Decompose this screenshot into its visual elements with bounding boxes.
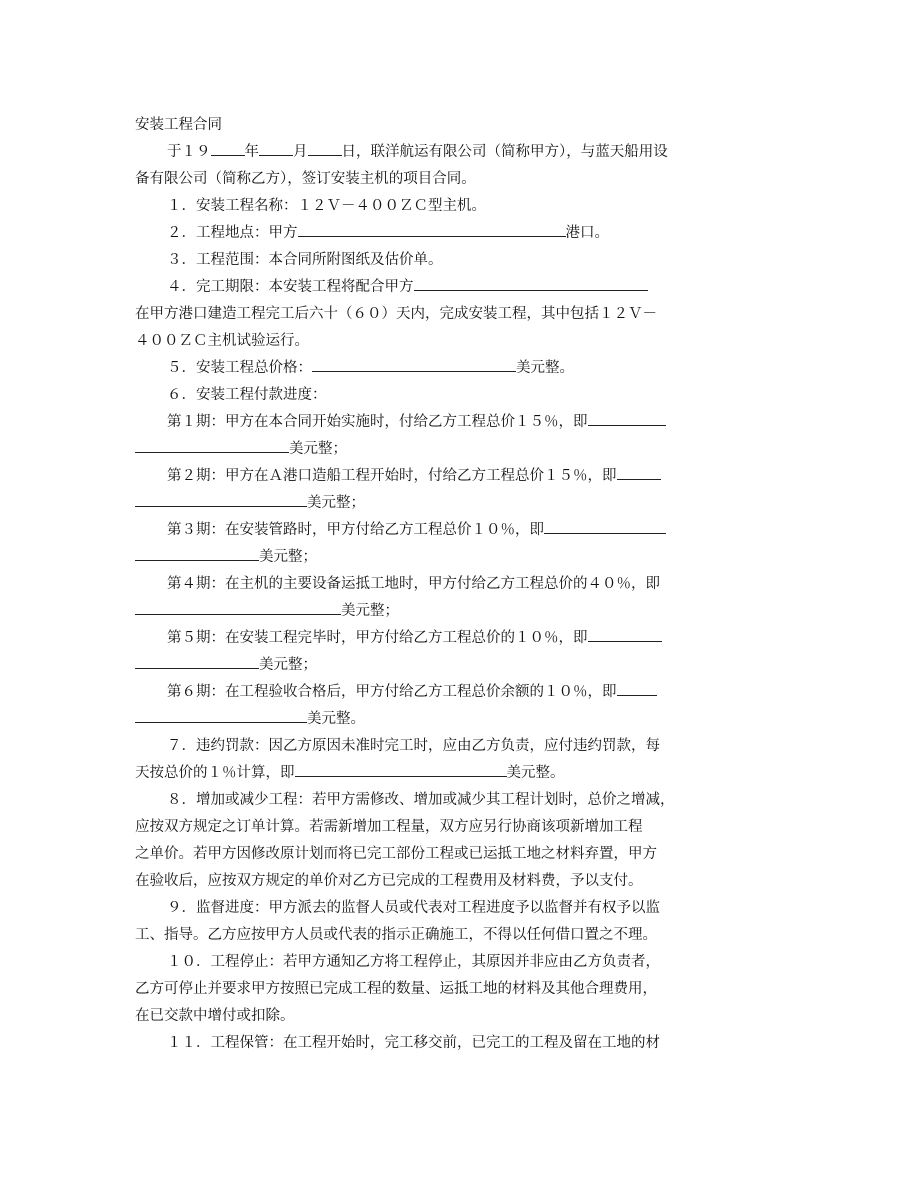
- clause-text: 美元整。: [516, 360, 574, 376]
- payment-1: [135, 409, 707, 436]
- clause-text: 港口。: [565, 225, 609, 241]
- clause-5: [135, 355, 707, 382]
- payment-text: 美元整；: [259, 657, 317, 673]
- payment-text: 第５期：在安装工程完毕时，甲方付给乙方工程总价的１０％，即: [167, 630, 588, 646]
- payment-6-line-2: [135, 706, 707, 733]
- clause-text: 天按总价的１％计算，即: [135, 765, 295, 781]
- clause-4: [135, 274, 707, 301]
- clause-7-line-2: [135, 760, 707, 787]
- clause-3: ３．工程范围：本合同所附图纸及估价单。: [167, 252, 443, 268]
- payment-text: 美元整。: [307, 711, 365, 727]
- year-blank[interactable]: [211, 140, 245, 156]
- payment-5: [135, 625, 707, 652]
- clause-10: １０．工程停止：若甲方通知乙方将工程停止，其原因并非应由乙方负责者，: [167, 954, 660, 970]
- port-blank[interactable]: [298, 221, 566, 237]
- intro-text: 月: [293, 144, 308, 160]
- clause-8-line-3: 之单价。若甲方因修改原计划而将已完工部份工程或已运抵工地之材料弃置，甲方: [135, 846, 657, 862]
- payment-5-blank[interactable]: [588, 626, 662, 642]
- clause-9: ９．监督进度：甲方派去的监督人员或代表对工程进度予以监督并有权予以监: [167, 900, 660, 916]
- project-blank[interactable]: [414, 275, 648, 291]
- intro-line-2: 备有限公司（简称乙方），签订安装主机的项目合同。: [135, 171, 476, 187]
- payment-3-amount-blank[interactable]: [135, 545, 259, 561]
- clause-8-line-2: 应按双方规定之订单计算。若需新增加工程量，双方应另行协商该项新增加工程: [135, 819, 643, 835]
- penalty-blank[interactable]: [295, 761, 507, 777]
- clause-4-line-2: 在甲方港口建造工程完工后六十（６０）天内，完成安装工程，其中包括１２Ｖ－: [135, 306, 657, 322]
- payment-text: 美元整；: [307, 495, 365, 511]
- document-title: 安装工程合同: [135, 117, 222, 133]
- clause-7: ７．违约罚款：因乙方原因未准时完工时，应由乙方负责，应付违约罚款，每: [167, 738, 660, 754]
- month-blank[interactable]: [259, 140, 293, 156]
- payment-2-blank[interactable]: [617, 464, 661, 480]
- payment-1-amount-blank[interactable]: [135, 437, 289, 453]
- clause-8-line-4: 在验收后，应按双方规定的单价对乙方已完成的工程费用及材料费，予以支付。: [135, 873, 643, 889]
- clause-4-line-3: ４００ＺＣ主机试验运行。: [135, 333, 309, 349]
- clause-9-line-2: 工、指导。乙方应按甲方人员或代表的指示正确施工，不得以任何借口置之不理。: [135, 927, 657, 943]
- payment-6: [135, 679, 707, 706]
- payment-4-amount-blank[interactable]: [135, 599, 341, 615]
- payment-3-line-2: [135, 544, 707, 571]
- intro-text: 日，联洋航运有限公司（简称甲方），与蓝天船用设: [341, 144, 668, 160]
- clause-text: ４．完工期限：本安装工程将配合甲方: [167, 279, 414, 295]
- payment-text: 美元整；: [259, 549, 317, 565]
- intro-text: 于１９: [167, 144, 211, 160]
- payment-4: [135, 571, 707, 598]
- intro-text: 年: [244, 144, 259, 160]
- payment-text: 美元整；: [289, 441, 347, 457]
- payment-text: 第６期：在工程验收合格后，甲方付给乙方工程总价余额的１０％，即: [167, 684, 617, 700]
- payment-3: [135, 517, 707, 544]
- payment-6-blank[interactable]: [617, 680, 657, 696]
- payment-text: 美元整；: [341, 603, 399, 619]
- payment-4-line-2: [135, 598, 707, 625]
- clause-6: ６．安装工程付款进度：: [167, 387, 327, 403]
- total-price-blank[interactable]: [312, 356, 516, 372]
- clause-text: 美元整。: [506, 765, 565, 781]
- clause-text: ５．安装工程总价格：: [167, 360, 312, 376]
- payment-1-line-2: [135, 436, 707, 463]
- payment-text: 第１期：甲方在本合同开始实施时，付给乙方工程总价１５％，即: [167, 414, 588, 430]
- payment-text: 第２期：甲方在Ａ港口造船工程开始时，付给乙方工程总价１５％，即: [167, 468, 617, 484]
- contract-body: [135, 112, 707, 1057]
- payment-5-line-2: [135, 652, 707, 679]
- payment-5-amount-blank[interactable]: [135, 653, 259, 669]
- clause-1: １．安装工程名称：１２Ｖ－４００ＺＣ型主机。: [167, 198, 486, 214]
- payment-2: [135, 463, 707, 490]
- clause-10-line-3: 在已交款中增付或扣除。: [135, 1008, 295, 1024]
- payment-1-blank[interactable]: [588, 410, 666, 426]
- payment-text: 第３期：在安装管路时，甲方付给乙方工程总价１０％，即: [167, 522, 544, 538]
- intro-line-1: [135, 139, 707, 166]
- clause-11: １１．工程保管：在工程开始时，完工移交前，已完工的工程及留在工地的材: [167, 1035, 660, 1051]
- payment-6-amount-blank[interactable]: [135, 707, 307, 723]
- clause-text: ２．工程地点：甲方: [167, 225, 298, 241]
- day-blank[interactable]: [308, 140, 342, 156]
- clause-2: [135, 220, 707, 247]
- payment-3-blank[interactable]: [544, 518, 666, 534]
- clause-10-line-2: 乙方可停止并要求甲方按照已完成工程的数量、运抵工地的材料及其他合理费用，: [135, 981, 657, 997]
- clause-8: ８．增加或减少工程：若甲方需修改、增加或减少其工程计划时，总价之增减，: [167, 792, 675, 808]
- payment-2-amount-blank[interactable]: [135, 491, 307, 507]
- payment-text: 第４期：在主机的主要设备运抵工地时，甲方付给乙方工程总价的４０％，即: [167, 576, 660, 592]
- payment-2-line-2: [135, 490, 707, 517]
